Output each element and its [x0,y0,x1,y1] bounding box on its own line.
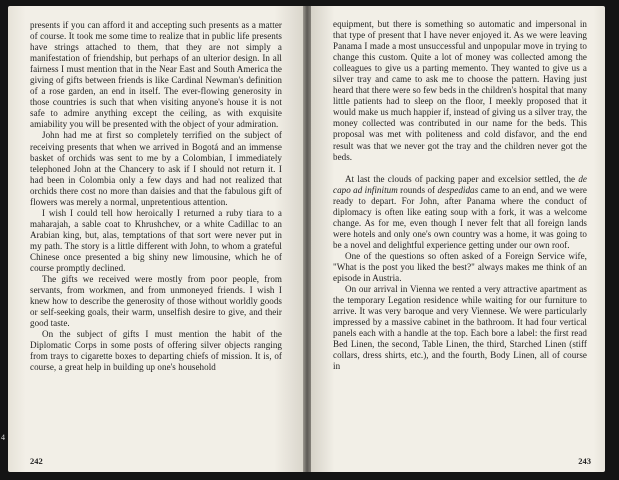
left-page-number: 242 [30,456,43,466]
right-paragraph-3: One of the questions so often asked of a Foreign Service wife, "What is the post you liked the best?" always makes me think of an episode in Austria. [333,250,587,284]
right-paragraph-1: equipment, but there is something so automatic and impersonal in that type of present that I have never enjoyed it. As we were leaving Panama I made a most unsuccessful and unpopular move in trying to change this custom. Quite a lot of money was collected among the colleagues to give us a parting memento. They wanted to give us a silver tray and came to ask me to choose the pattern. Having just heard that there were so few beds in the children's hospital that many little patients had to sleep on the floor, I meekly proposed that it would make us much happier if, instead of giving us a silver tray, the money collected was contributed in our name for the beds. This proposal was met with politeness and cold disfavor, and the end result was that we never got the tray and the children never got the beds. [333,19,587,162]
para2-text-c: came to an end, and we were ready to depart. For John, after Panama where the conduct of diplomacy is often like eating soup with a fork, it was a welcome change. As for me, even though I never felt that all foreign lands were hotels and only one's own country was a home, it was going to be a novel and delightful experience getting under our own roof. [333,184,588,250]
para2-italic-word: despedidas [437,184,479,195]
edge-mark: 4 [1,433,5,442]
right-paragraph-4: On our arrival in Vienna we rented a very attractive apartment as the temporary Legation residence while waiting for our furniture to arrive. It was very baroque and very Viennese. We were particularly impressed by a massive cabinet in the bathroom. It had four vertical panels each with a handle at the top. Each bore a label: the first read Bed Linen, the second, Table Linen, the third, Starched Linen (stiff collars, dress shirts, etc.), and the fourth, Body Linen, all of course in [333,284,587,372]
right-page-number: 243 [578,456,591,466]
left-paragraph-3: I wish I could tell how heroically I returned a ruby tiara to a maharajah, a sable coat to Khrushchev, or a white Cadillac to an Arabian king, but, alas, temptations of that sort were never put in my path. The story is a little different with John, to whom a grateful Chinese once presented a big shiny new limousine, which he of course promptly declined. [30,207,282,274]
right-paragraph-2 [333,174,587,251]
left-paragraph-5: On the subject of gifts I must mention the habit of the Diplomatic Corps in some posts of offering silver objects ranging from trays to cigarette boxes to departing chiefs of mission. It is, of course, a great help in building up one's household [30,329,282,373]
left-paragraph-4: The gifts we received were mostly from poor people, from servants, from workmen, and from unmoneyed friends. I wish I knew how to describe the generosity of those without worldly goods or self-seeking goals, their warm, unselfish desire to give, and their good taste. [30,274,282,329]
para2-text-a: At last the clouds of packing paper and excelsior settled, the [345,173,579,184]
left-page-text [30,20,282,374]
right-page-text [333,19,587,372]
right-page [311,6,605,472]
left-paragraph-1: presents if you can afford it and accepting such presents as a matter of course. It took me some time to realize that in public life presents have strings attached to them, that they are not simply a manifestation of friendship, but perhaps of an ulterior design. In all fairness I must mention that in the Near East and South America the giving of gifts between friends is like Cardinal Newman's definition of a rose garden, an end in itself. The ever-flowing generosity in those countries is such that when visiting anyone's house it is not safe to admire anything except the ceiling, as with exquisite amiability you will be presented with the object of your admiration. [30,20,282,130]
para2-text-b: rounds of [397,184,438,195]
para2-italic-phrase: de capo ad infinitum [333,173,587,195]
left-paragraph-2: John had me at first so completely terrified on the subject of receiving presents that when we arrived in Bogotá and an immense basket of orchids was sent to me by a Colombian, I immediately telephoned John at the Chancery to ask if I should not return it. I had been in Colombia only a few days and had not realized that orchids there cost no more than daisies and that the fabulous gift of flowers was merely a normal, unpretentious attention. [30,130,282,207]
left-page [8,6,304,472]
